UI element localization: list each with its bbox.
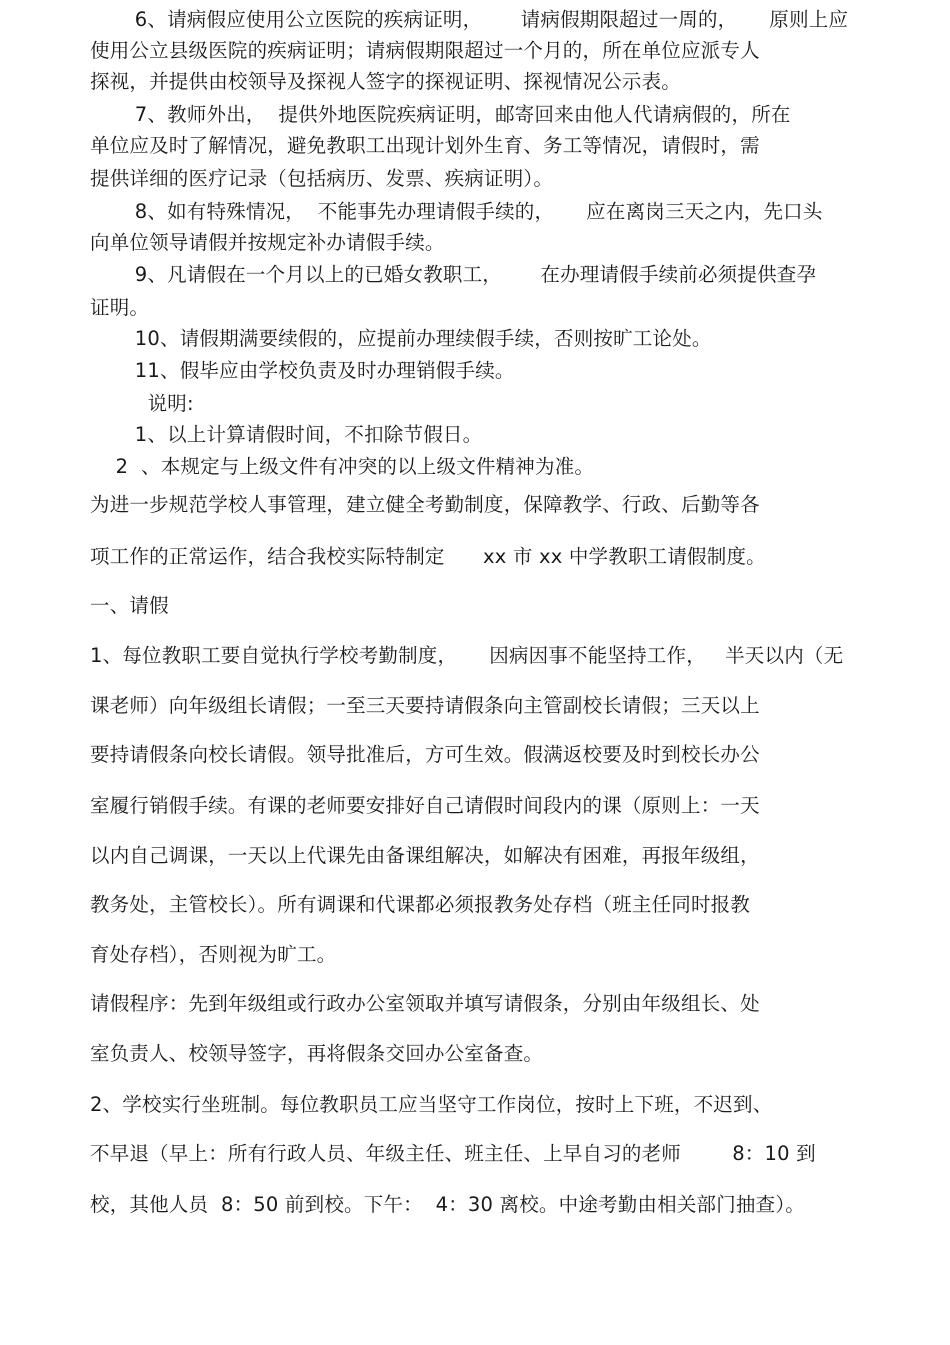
text-line: 使用公立县级医院的疾病证明；请病假期限超过一个月的，所在单位应派专人 bbox=[90, 39, 760, 62]
text-line: 9、凡请假在一个月以上的已婚女教职工， 在办理请假手续前必须提供查孕 bbox=[90, 263, 817, 286]
text-line: 证明。 bbox=[90, 296, 150, 319]
text-line: 单位应及时了解情况，避免教职工出现计划外生育、务工等情况，请假时，需 bbox=[90, 134, 760, 157]
text-line: 2 、本规定与上级文件有冲突的以上级文件精神为准。 bbox=[90, 455, 595, 478]
text-line: 向单位领导请假并按规定补办请假手续。 bbox=[90, 231, 445, 254]
text-line: 育处存档），否则视为旷工。 bbox=[90, 943, 337, 966]
text-line: 说明: bbox=[90, 392, 194, 415]
text-line: 以内自己调课，一天以上代课先由备课组解决，如解决有困难，再报年级组， bbox=[90, 844, 760, 867]
text-line: 为进一步规范学校人事管理，建立健全考勤制度，保障教学、行政、后勤等各 bbox=[90, 493, 760, 516]
text-line: 要持请假条向校长请假。领导批准后，方可生效。假满返校要及时到校长办公 bbox=[90, 743, 760, 766]
text-line: 10、请假期满要续假的，应提前办理续假手续，否则按旷工论处。 bbox=[90, 327, 712, 350]
text-line: 1、每位教职工要自觉执行学校考勤制度， 因病因事不能坚持工作， 半天以内（无 bbox=[90, 644, 844, 667]
text-line: 课老师）向年级组长请假；一至三天要持请假条向主管副校长请假；三天以上 bbox=[90, 694, 760, 717]
text-line: 1、以上计算请假时间，不扣除节假日。 bbox=[90, 423, 483, 446]
text-line: 7、教师外出， 提供外地医院疾病证明，邮寄回来由他人代请病假的，所在 bbox=[90, 103, 791, 126]
text-line: 室履行销假手续。有课的老师要安排好自己请假时间段内的课（原则上：一天 bbox=[90, 794, 760, 817]
section-heading: 一、请假 bbox=[90, 594, 169, 617]
text-line: 校，其他人员 8：50 前到校。下午： 4：30 离校。中途考勤由相关部门抽查）。 bbox=[90, 1193, 805, 1216]
text-line: 室负责人、校领导签字，再将假条交回办公室备查。 bbox=[90, 1042, 544, 1065]
text-line: 8、如有特殊情况， 不能事先办理请假手续的， 应在离岗三天之内，先口头 bbox=[90, 200, 823, 223]
text-line: 不早退（早上：所有行政人员、年级主任、班主任、上早自习的老师 8：10 到 bbox=[90, 1142, 816, 1165]
text-line: 教务处，主管校长）。所有调课和代课都必须报教务处存档（班主任同时报教 bbox=[90, 893, 751, 916]
text-line: 6、请病假应使用公立医院的疾病证明， 请病假期限超过一周的， 原则上应 bbox=[90, 8, 849, 31]
text-line: 探视，并提供由校领导及探视人签字的探视证明、探视情况公示表。 bbox=[90, 70, 682, 93]
text-line: 提供详细的医疗记录（包括病历、发票、疾病证明）。 bbox=[90, 167, 554, 190]
text-line: 11、假毕应由学校负责及时办理销假手续。 bbox=[90, 359, 515, 382]
text-line: 2、学校实行坐班制。每位教职员工应当坚守工作岗位，按时上下班，不迟到、 bbox=[90, 1093, 773, 1116]
text-line: 项工作的正常运作，结合我校实际特制定 xx 市 xx 中学教职工请假制度。 bbox=[90, 545, 766, 568]
text-line: 请假程序：先到年级组或行政办公室领取并填写请假条，分别由年级组长、处 bbox=[90, 992, 760, 1015]
